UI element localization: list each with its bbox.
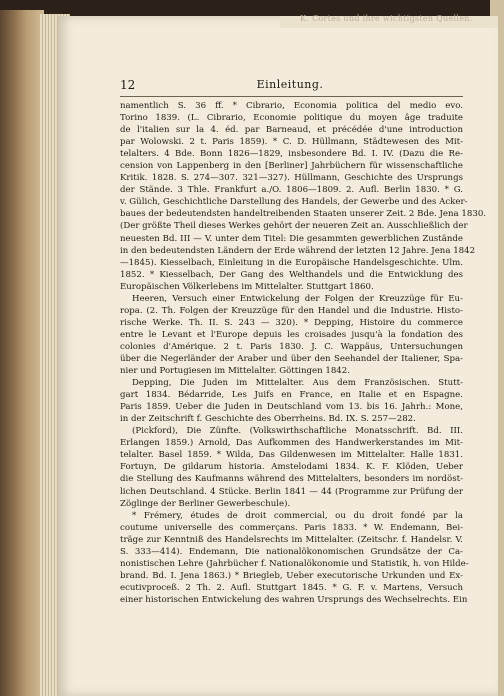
text-line: nier und Portugiesen im Mittelalter. Göttingen 1842. bbox=[120, 366, 350, 377]
text-line: Europäischen Völkerlebens im Mittelalter. Stuttgart 1860. bbox=[120, 281, 374, 292]
page-header bbox=[120, 78, 460, 92]
text-line: telalter. Basel 1859. * Wilda, Das Gildenwesen im Mittelalter. Halle 1831. bbox=[120, 450, 463, 461]
text-line: der Stände. 3 Thle. Frankfurt a./O. 1806—1809. 2. Aufl. Berlin 1830. * G. bbox=[120, 185, 463, 196]
text-line: Depping, Die Juden im Mittelalter. Aus dem Französischen. Stutt- bbox=[132, 378, 463, 389]
text-line: S. 333—414). Endemann, Die nationalökonomischen Grundsätze der Ca- bbox=[120, 546, 463, 557]
text-line: namentlich S. 36 ff. * Cibrario, Economia politica del medio evo. bbox=[120, 101, 463, 111]
text-line: 1852. * Kiesselbach, Der Gang des Welthandels und die Entwicklung des bbox=[120, 269, 463, 280]
text-line: Torino 1839. (L. Cibrario, Economie politique du moyen âge traduite bbox=[120, 113, 463, 124]
text-line: colonies d'Amérique. 2 t. Paris 1830. J. C. Wappäus, Untersuchungen bbox=[120, 341, 463, 352]
text-line: ecutivproceß. 2 Th. 2. Aufl. Stuttgart 1845. * G. F. v. Martens, Versuch bbox=[120, 582, 463, 593]
text-line: gart 1834. Bédarride, Les Juifs en France, en Italie et en Espagne. bbox=[120, 390, 463, 401]
text-line: Kritik. 1828. S. 274—307. 321—327). Hüllmann, Geschichte des Ursprungs bbox=[120, 173, 463, 184]
text-line: über die Negerländer der Araber und über den Seehandel der Italiener, Spa- bbox=[120, 353, 463, 364]
text-line: träge zur Kenntniß des Handelsrechts im Mittelalter. (Zeitschr. f. Handelsr. V. bbox=[120, 534, 463, 545]
text-line: Heeren, Versuch einer Entwickelung der Folgen der Kreuzzüge für Eu- bbox=[132, 293, 463, 304]
text-line: (Der größte Theil dieses Werkes gehört der neueren Zeit an. Ausschließlich der bbox=[120, 221, 468, 232]
text-line: Paris 1859. Ueber die Juden in Deutschland vom 13. bis 16. Jahrh.: Mone, bbox=[120, 402, 463, 413]
text-line: ropa. (2. Th. Folgen der Kreuzzüge für den Handel und die Industrie. Histo- bbox=[120, 305, 463, 316]
text-line: telalters. 4 Bde. Bonn 1826—1829, insbesondere Bd. I. IV. (Dazu die Re- bbox=[120, 149, 463, 160]
page-number: 12 bbox=[120, 78, 136, 92]
text-line: brand. Bd. I. Jena 1863.) * Briegleb, Ueber executorische Urkunden und Ex- bbox=[120, 570, 463, 581]
text-line: Zöglinge der Berliner Gewerbeschule). bbox=[120, 498, 291, 509]
text-line: Erlangen 1859.) Arnold, Das Aufkommen des Handwerkerstandes im Mit- bbox=[120, 438, 463, 449]
text-line: v. Gülich, Geschichtliche Darstellung des Handels, der Gewerbe und des Acker- bbox=[120, 197, 468, 208]
text-line: in den bedeutendsten Ländern der Erde während der letzten 12 Jahre. Jena 1842 bbox=[120, 245, 476, 256]
running-title: Einleitung. bbox=[256, 78, 324, 91]
text-line: —1845). Kiesselbach, Einleitung in die Europäische Handelsgeschichte. Ulm. bbox=[120, 257, 463, 268]
text-line: coutume universelle des commerçans. Paris 1833. * W. Endemann, Bei- bbox=[120, 522, 463, 533]
show-through-header: K. Cortes und ihre wichtigsten Quellen. bbox=[300, 14, 473, 23]
body-text bbox=[120, 100, 487, 606]
text-line: lichen Deutschland. 4 Stücke. Berlin 1841 — 44 (Programme zur Prüfung der bbox=[120, 486, 463, 497]
text-line: (Pickford), Die Zünfte. (Volkswirthschaftliche Monatsschrift. Bd. III. bbox=[132, 426, 463, 437]
text-line: par Wolowski. 2 t. Paris 1859). * C. D. Hüllmann, Städtewesen des Mit- bbox=[120, 137, 463, 148]
text-line: baues der bedeutendsten handeltreibenden Staaten unserer Zeit. 2 Bde. Jena 1830. bbox=[120, 209, 487, 220]
text-line: einer historischen Entwickelung des wahren Ursprungs des Wechselrechts. Ein bbox=[120, 594, 468, 605]
text-line: de l'italien sur la 4. éd. par Barneaud, et précédée d'une introduction bbox=[120, 125, 463, 136]
text-line: entre le Levant et l'Europe depuis les croisades jusqu'à la fondation des bbox=[120, 329, 463, 340]
book-binding bbox=[0, 10, 44, 696]
text-line: neuesten Bd. III — V. unter dem Titel: Die gesammten gewerblichen Zustände bbox=[120, 233, 463, 244]
text-line: nonistischen Lehre (Jahrbücher f. Nationalökonomie und Statistik, h. von Hilde- bbox=[120, 558, 469, 569]
text-line: rische Werke. Th. II. S. 243 — 320). * Depping, Histoire du commerce bbox=[120, 317, 463, 328]
text-line: cension von Lappenberg in den [Berliner] Jahrbüchern für wissenschaftliche bbox=[120, 161, 463, 172]
header-rule bbox=[120, 96, 463, 97]
text-line: Fortuyn, De gildarum historia. Amstelodami 1834. K. F. Klöden, Ueber bbox=[120, 462, 463, 473]
text-line: * Frémery, études de droit commercial, ou du droit fondé par la bbox=[132, 510, 463, 521]
text-line: in der Zeitschrift f. Geschichte des Oberrheins. Bd. IX. S. 257—282. bbox=[120, 414, 416, 425]
text-line: die Stellung des Kaufmanns während des Mittelalters, besonders im nordöst- bbox=[120, 474, 463, 485]
